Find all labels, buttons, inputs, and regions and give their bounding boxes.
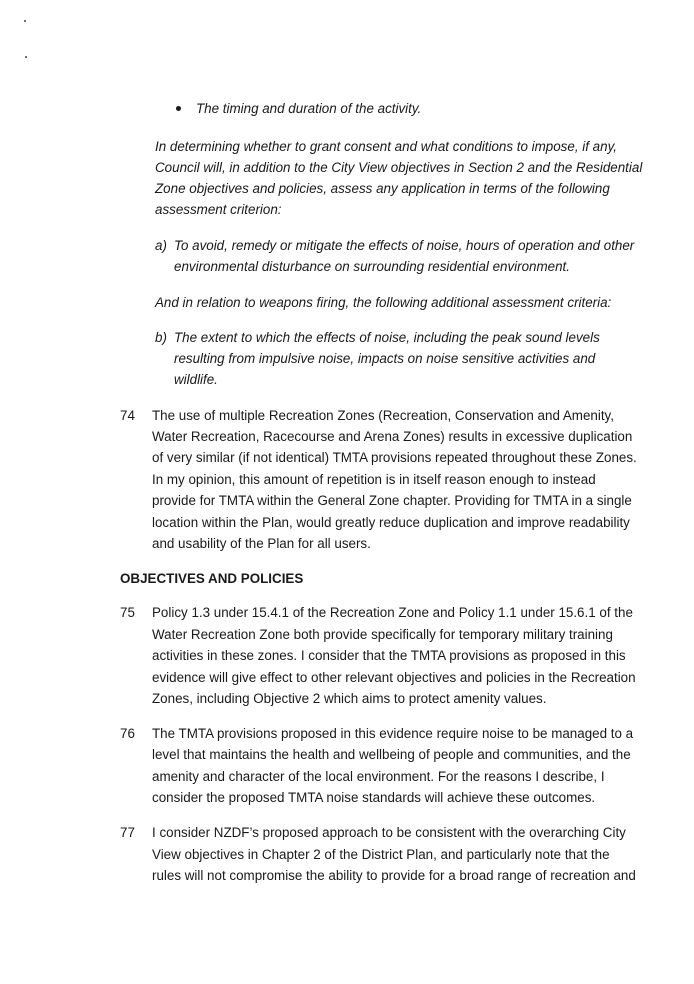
section-heading: OBJECTIVES AND POLICIES <box>120 571 304 586</box>
paragraph-76-line: The TMTA provisions proposed in this evidence require noise to be managed to a <box>152 726 634 741</box>
paragraph-76-line: level that maintains the health and wellbeing of people and communities, and the <box>152 747 631 762</box>
criterion-b-line: wildlife. <box>174 372 218 387</box>
paragraph-75-line: activities in these zones. I consider that the TMTA provisions as proposed in this <box>152 648 626 663</box>
scan-speck <box>24 20 26 22</box>
scan-speck <box>25 56 27 58</box>
paragraph-75-line: evidence will give effect to other relevant objectives and policies in the Recreation <box>152 670 636 685</box>
paragraph-74-line: and usability of the Plan for all users. <box>152 536 371 551</box>
assessment-intro-line: In determining whether to grant consent and what conditions to impose, if any, <box>155 139 617 154</box>
bullet-dot <box>176 106 181 111</box>
assessment-intro-line: Zone objectives and policies, assess any application in terms of the following <box>155 181 610 196</box>
paragraph-75-line: Water Recreation Zone both provide specifically for temporary military training <box>152 627 613 642</box>
assessment-intro-line: assessment criterion: <box>155 202 282 217</box>
paragraph-number: 74 <box>120 408 135 423</box>
paragraph-76-line: amenity and character of the local environment. For the reasons I describe, I <box>152 769 605 784</box>
paragraph-74-line: The use of multiple Recreation Zones (Recreation, Conservation and Amenity, <box>152 408 614 423</box>
criterion-b-line: The extent to which the effects of noise, including the peak sound levels <box>174 330 600 345</box>
paragraph-number: 75 <box>120 605 135 620</box>
paragraph-76-line: consider the proposed TMTA noise standards will achieve these outcomes. <box>152 790 596 805</box>
bullet-item-text: The timing and duration of the activity. <box>196 101 422 116</box>
paragraph-number: 77 <box>120 825 135 840</box>
paragraph-74-line: location within the Plan, would greatly reduce duplication and improve readability <box>152 515 630 530</box>
assessment-intro-line: Council will, in addition to the City View objectives in Section 2 and the Residential <box>155 160 643 175</box>
criterion-b-line: resulting from impulsive noise, impacts on noise sensitive activities and <box>174 351 596 366</box>
paragraph-74-line: Water Recreation, Racecourse and Arena Zones) results in excessive duplication <box>152 429 633 444</box>
paragraph-77-line: rules will not compromise the ability to provide for a broad range of recreation and <box>152 868 636 883</box>
paragraph-77-line: View objectives in Chapter 2 of the District Plan, and particularly note that the <box>152 847 610 862</box>
paragraph-75-line: Policy 1.3 under 15.4.1 of the Recreation Zone and Policy 1.1 under 15.6.1 of the <box>152 605 633 620</box>
weapons-intro: And in relation to weapons firing, the following additional assessment criteria: <box>155 295 612 310</box>
paragraph-74-line: of very similar (if not identical) TMTA provisions repeated throughout these Zones. <box>152 450 637 465</box>
paragraph-77-line: I consider NZDF’s proposed approach to be consistent with the overarching City <box>152 825 626 840</box>
paragraph-75-line: Zones, including Objective 2 which aims to protect amenity values. <box>152 691 547 706</box>
paragraph-74-line: In my opinion, this amount of repetition is in itself reason enough to instead <box>152 472 596 487</box>
criterion-a-line: environmental disturbance on surrounding residential environment. <box>174 259 570 274</box>
paragraph-number: 76 <box>120 726 135 741</box>
criterion-a-line: To avoid, remedy or mitigate the effects of noise, hours of operation and other <box>174 238 635 253</box>
paragraph-74-line: provide for TMTA within the General Zone chapter. Providing for TMTA in a single <box>152 493 632 508</box>
criterion-b-label: b) <box>155 330 167 345</box>
criterion-a-label: a) <box>155 238 167 253</box>
